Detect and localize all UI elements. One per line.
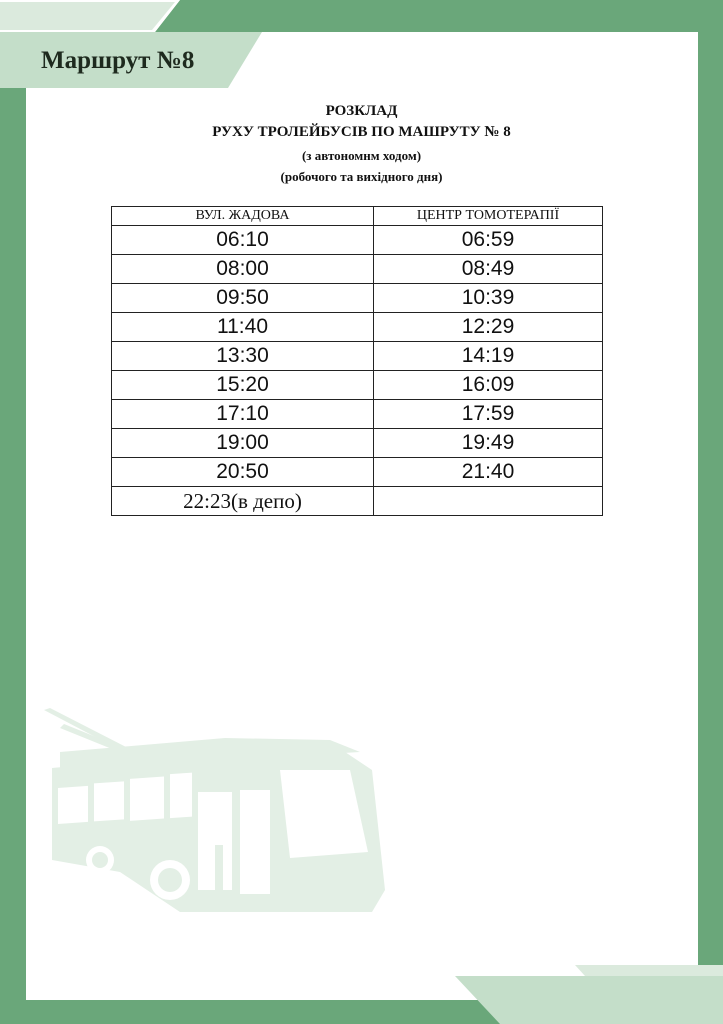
departure-time: 11:40 [112,313,374,342]
departure-time: 06:10 [112,226,374,255]
schedule-mode-note: (з автономнм ходом) [301,148,422,163]
route-title: Маршрут №8 [41,47,195,74]
column-header-tomotherapy: ЦЕНТР ТОМОТЕРАПІЇ [374,207,603,226]
arrival-time: 21:40 [374,458,603,487]
arrival-time: 19:49 [374,429,603,458]
table-row [112,342,603,371]
departure-time: 20:50 [112,458,374,487]
departure-time: 19:00 [112,429,374,458]
departure-time: 08:00 [112,255,374,284]
table-row [112,313,603,342]
table-header-row [112,207,603,226]
table-row [112,371,603,400]
schedule-heading: РОЗКЛАД [325,103,398,119]
departure-time: 13:30 [112,342,374,371]
table-row [112,284,603,313]
table-row [112,429,603,458]
schedule-table [111,206,603,516]
arrival-time: 08:49 [374,255,603,284]
schedule-days-note: (робочого та вихідного дня) [280,169,443,184]
arrival-time: 17:59 [374,400,603,429]
table-row [112,255,603,284]
table-row [112,458,603,487]
departure-time: 15:20 [112,371,374,400]
arrival-time: 10:39 [374,284,603,313]
arrival-time: 14:19 [374,342,603,371]
arrival-time: 16:09 [374,371,603,400]
schedule-subheading: РУХУ ТРОЛЕЙБУСІВ ПО МАШРУТУ № 8 [212,124,511,140]
table-row [112,487,603,516]
table-row [112,226,603,255]
column-header-zhadova: ВУЛ. ЖАДОВА [112,207,374,226]
table-row [112,400,603,429]
departure-time: 09:50 [112,284,374,313]
departure-time: 17:10 [112,400,374,429]
departure-time-depot: 22:23(в депо) [112,487,374,516]
arrival-time [374,487,603,516]
arrival-time: 12:29 [374,313,603,342]
arrival-time: 06:59 [374,226,603,255]
